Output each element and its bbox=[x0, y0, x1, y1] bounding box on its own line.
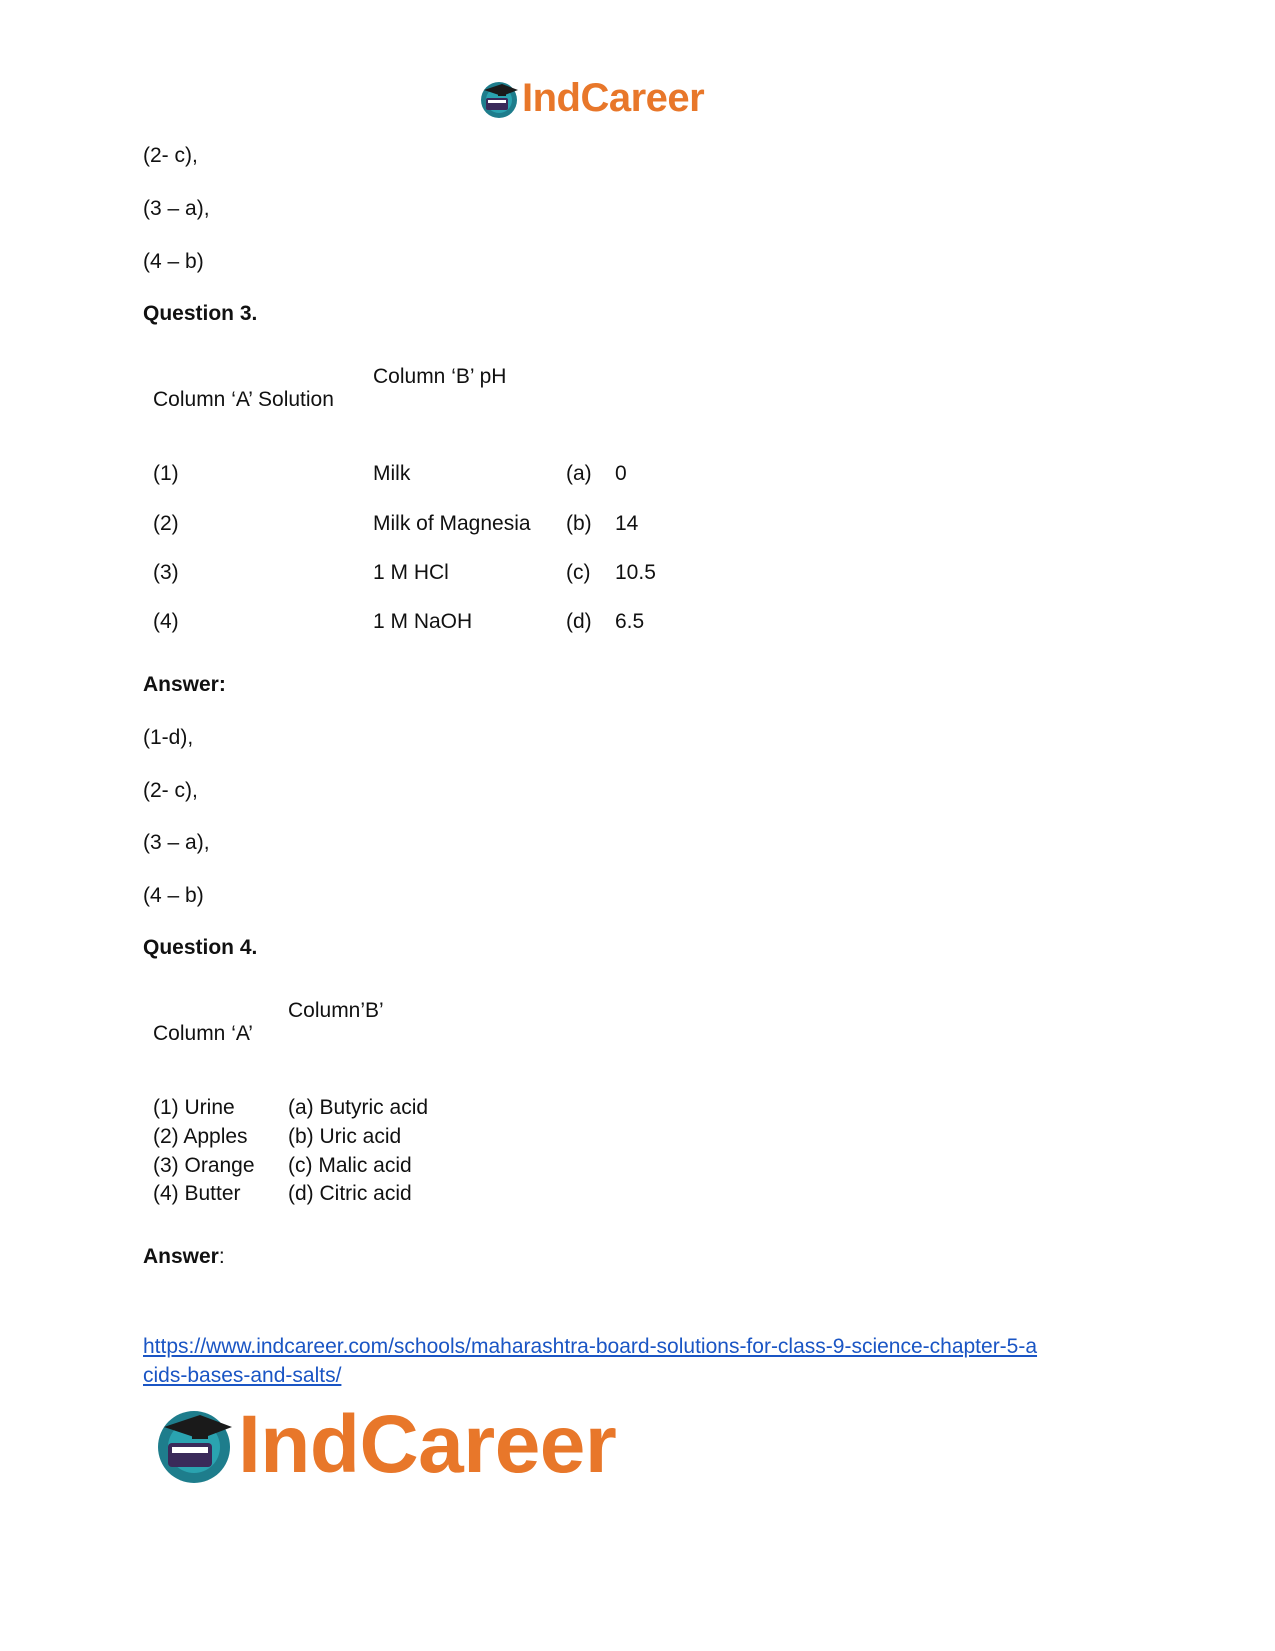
q3-row-solution: Milk bbox=[373, 462, 411, 485]
q3-row-letter: (b) bbox=[566, 512, 592, 535]
q3-answer-label: Answer: bbox=[143, 673, 226, 696]
q4-col-a-item: (4) Butter bbox=[153, 1182, 241, 1205]
q4-col-b-header: Column’B’ bbox=[288, 999, 384, 1022]
q3-row-solution: 1 M HCl bbox=[373, 561, 449, 584]
q4-col-a-item: (1) Urine bbox=[153, 1096, 235, 1119]
q4-col-a-header: Column ‘A’ bbox=[153, 1022, 253, 1045]
q4-answer-colon: : bbox=[218, 1245, 225, 1268]
q4-col-b-item: (c) Malic acid bbox=[288, 1154, 412, 1177]
prev-answer-line: (3 – a), bbox=[143, 197, 210, 220]
q3-row-solution: 1 M NaOH bbox=[373, 610, 473, 633]
q4-col-b-item: (d) Citric acid bbox=[288, 1182, 412, 1205]
footer-logo bbox=[152, 1398, 616, 1492]
graduation-globe-icon bbox=[152, 1403, 236, 1487]
question-4-title: Question 4. bbox=[143, 936, 258, 959]
q3-answer-line: (3 – a), bbox=[143, 831, 210, 854]
source-link-line1: https://www.indcareer.com/schools/maharashtra-board-solutions-for-class-9-science-chapter-5-a bbox=[143, 1335, 1038, 1358]
footer-logo-text: IndCareer bbox=[238, 1399, 617, 1490]
question-3-title: Question 3. bbox=[143, 302, 258, 325]
q3-row-value: 6.5 bbox=[615, 610, 645, 633]
q3-answer-line: (4 – b) bbox=[143, 884, 204, 907]
q3-row-letter: (d) bbox=[566, 610, 592, 633]
q3-row-value: 10.5 bbox=[615, 561, 656, 584]
q4-answer-label-text: Answer bbox=[143, 1245, 219, 1268]
q3-row-num: (2) bbox=[153, 512, 179, 535]
q3-row-letter: (c) bbox=[566, 561, 591, 584]
q4-answer-label bbox=[143, 1245, 225, 1269]
q3-answer-line: (2- c), bbox=[143, 779, 198, 802]
q3-col-a-header: Column ‘A’ Solution bbox=[153, 388, 334, 411]
q3-row-letter: (a) bbox=[566, 462, 592, 485]
q4-col-b-item: (a) Butyric acid bbox=[288, 1096, 429, 1119]
q3-row-value: 0 bbox=[615, 462, 627, 485]
prev-answer-line: (2- c), bbox=[143, 144, 198, 167]
header-logo-text: IndCareer bbox=[522, 76, 705, 120]
source-link-line2: cids-bases-and-salts/ bbox=[143, 1364, 342, 1387]
q3-col-b-header: Column ‘B’ pH bbox=[373, 365, 507, 388]
prev-answer-line: (4 – b) bbox=[143, 250, 204, 273]
q3-row-num: (4) bbox=[153, 610, 179, 633]
q4-col-a-item: (3) Orange bbox=[153, 1154, 255, 1177]
source-link[interactable] bbox=[143, 1332, 1037, 1390]
q4-col-b-item: (b) Uric acid bbox=[288, 1125, 402, 1148]
q4-col-a-item: (2) Apples bbox=[153, 1125, 248, 1148]
graduation-globe-icon bbox=[478, 78, 520, 120]
q3-row-solution: Milk of Magnesia bbox=[373, 512, 531, 535]
q3-row-value: 14 bbox=[615, 512, 639, 535]
q3-answer-line: (1-d), bbox=[143, 726, 194, 749]
header-logo bbox=[478, 76, 704, 121]
q3-row-num: (1) bbox=[153, 462, 179, 485]
q3-row-num: (3) bbox=[153, 561, 179, 584]
